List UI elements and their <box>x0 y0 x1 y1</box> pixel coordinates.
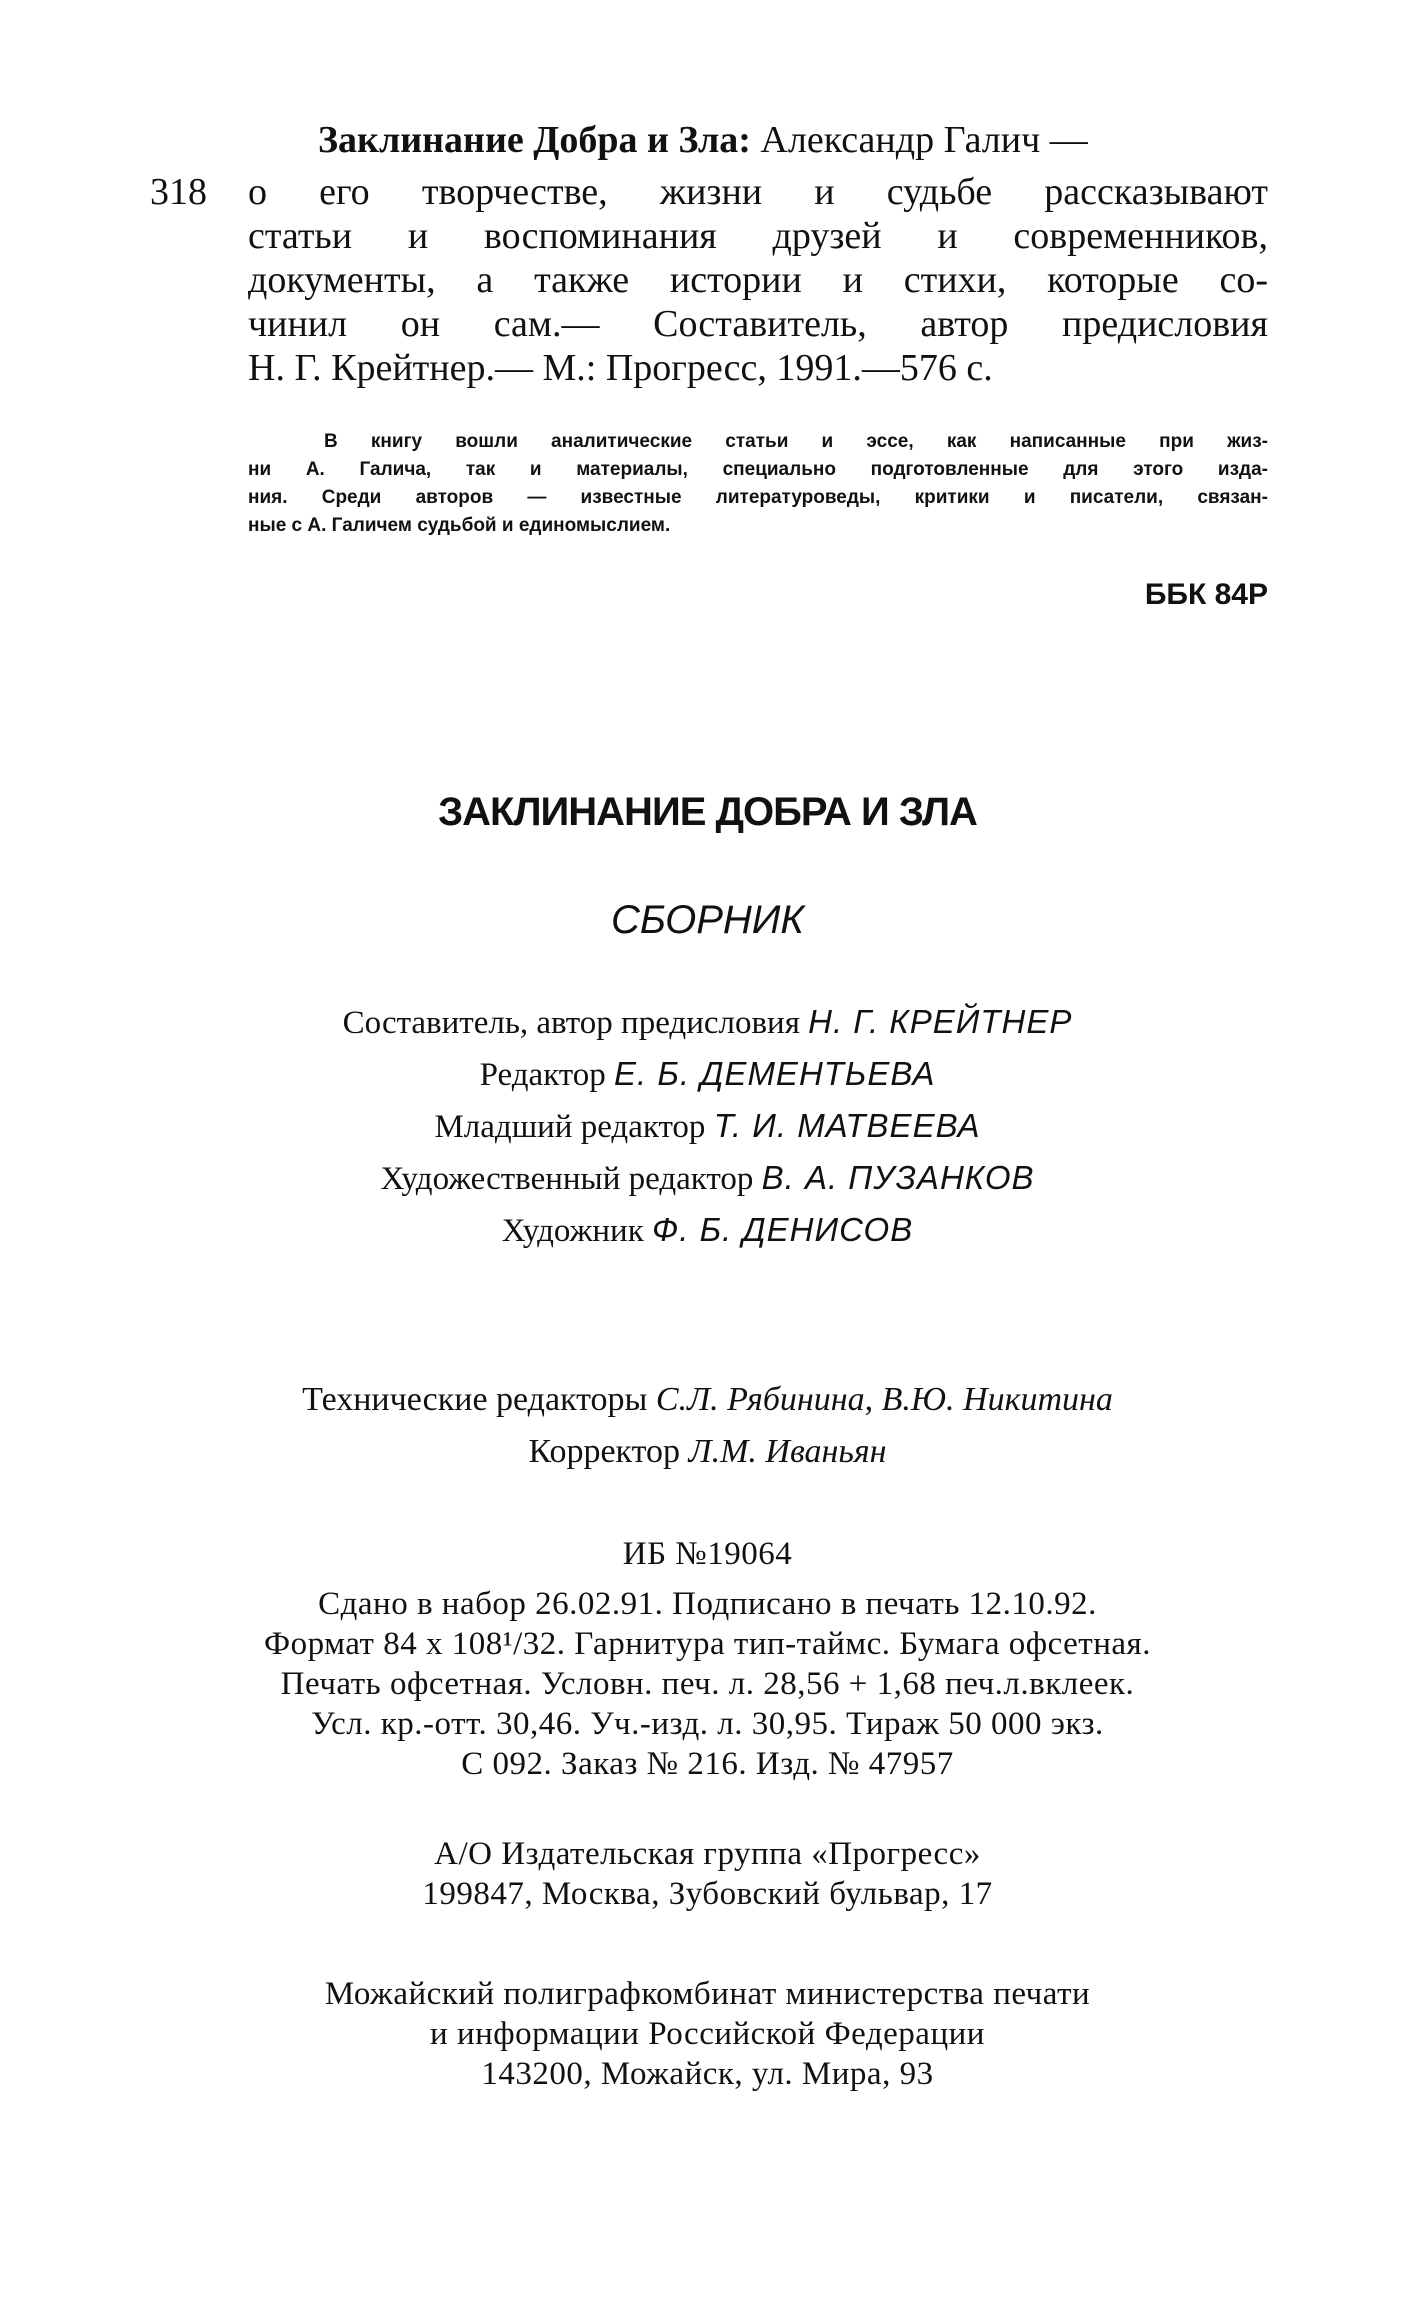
credit-name: Т. И. МАТВЕЕВА <box>713 1107 981 1144</box>
printer-line-3: 143200, Можайск, ул. Мира, 93 <box>481 2056 934 2092</box>
biblio-line-5: чинил он сам.— Составитель, автор предисловия <box>248 303 1268 345</box>
credit-role: Составитель, автор предисловия <box>342 1005 809 1041</box>
credit-role: Художественный редактор <box>380 1161 762 1197</box>
credit-name: Ф. Б. ДЕНИСОВ <box>652 1211 914 1248</box>
tech-name: С.Л. Рябинина, В.Ю. Никитина <box>655 1381 1113 1418</box>
print-line-4: Усл. кр.-отт. 30,46. Уч.-изд. л. 30,95. Тираж 50 000 экз. <box>311 1706 1104 1742</box>
credit-name: Н. Г. КРЕЙТНЕР <box>808 1003 1073 1040</box>
annotation-line-1: В книгу вошли аналитические статьи и эссе, как написанные при жиз- <box>324 431 1268 452</box>
book-title-bold: Заклинание Добра и Зла: <box>318 119 751 161</box>
credit-art-editor <box>0 1159 1415 1198</box>
biblio-line-2: о его творчестве, жизни и судьбе рассказывают <box>248 171 1268 213</box>
biblio-line-1-text: Александр Галич — <box>750 119 1088 161</box>
biblio-line-4: документы, а также истории и стихи, которые со- <box>248 259 1268 301</box>
tech-name: Л.М. Иваньян <box>688 1433 887 1470</box>
credit-artist <box>0 1211 1415 1250</box>
print-line-3: Печать офсетная. Условн. печ. л. 28,56 + 1,68 печ.л.вклеек. <box>280 1666 1135 1702</box>
page-number: 318 <box>150 171 207 213</box>
annotation-line-3: ния. Среди авторов — известные литературоведы, критики и писатели, связан- <box>248 487 1268 508</box>
print-line-1: Сдано в набор 26.02.91. Подписано в печать 12.10.92. <box>318 1586 1097 1622</box>
biblio-line-3: статьи и воспоминания друзей и современников, <box>248 215 1268 257</box>
biblio-line-1 <box>318 118 1268 162</box>
proofreader <box>0 1433 1415 1471</box>
book-subtitle: СБОРНИК <box>611 898 804 942</box>
biblio-line-6: Н. Г. Крейтнер.— М.: Прогресс, 1991.—576 с. <box>248 347 993 389</box>
annotation-line-2: ни А. Галича, так и материалы, специально подготовленные для этого изда- <box>248 459 1268 480</box>
publisher-line-1: А/О Издательская группа «Прогресс» <box>434 1836 981 1872</box>
credit-role: Младший редактор <box>434 1109 714 1145</box>
tech-editors <box>0 1381 1415 1419</box>
book-title: ЗАКЛИНАНИЕ ДОБРА И ЗЛА <box>438 790 977 834</box>
print-line-2: Формат 84 х 108¹/32. Гарнитура тип-таймс. Бумага офсетная. <box>264 1626 1151 1662</box>
tech-role: Технические редакторы <box>302 1381 656 1418</box>
credit-role: Редактор <box>479 1057 615 1093</box>
printer-line-1: Можайский полиграфкомбинат министерства печати <box>324 1976 1091 2012</box>
credit-name: В. А. ПУЗАНКОВ <box>761 1159 1035 1196</box>
bbk-code: ББК 84Р <box>1144 578 1268 611</box>
print-line-5: С 092. Заказ № 216. Изд. № 47957 <box>461 1746 954 1782</box>
publisher-line-2: 199847, Москва, Зубовский бульвар, 17 <box>422 1876 993 1912</box>
credit-name: Е. Б. ДЕМЕНТЬЕВА <box>614 1055 936 1092</box>
annotation-line-4: ные с А. Галичем судьбой и единомыслием. <box>248 515 671 536</box>
credit-junior-editor <box>0 1107 1415 1146</box>
credit-compiler <box>0 1003 1415 1042</box>
credit-role: Художник <box>501 1213 652 1249</box>
printer-line-2: и информации Российской Федерации <box>430 2016 985 2052</box>
ib-number: ИБ №19064 <box>622 1536 793 1572</box>
tech-role: Корректор <box>528 1433 689 1470</box>
credit-editor <box>0 1055 1415 1094</box>
